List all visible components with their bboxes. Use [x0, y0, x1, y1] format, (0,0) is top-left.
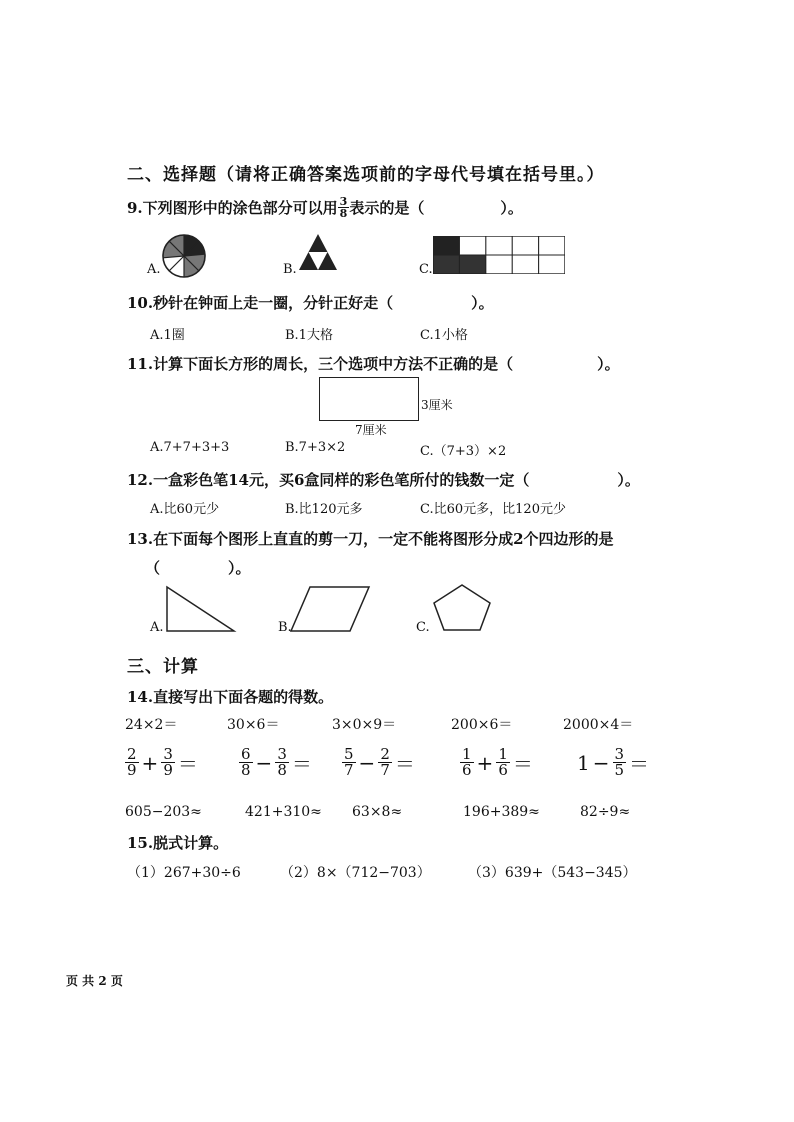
- fraction-denominator: 7: [344, 761, 354, 779]
- fraction-problem: [342, 747, 418, 778]
- question-9-end: ）。: [500, 199, 523, 217]
- q11-option-a: A.7+7+3+3: [150, 440, 230, 455]
- fraction-denominator: 8: [277, 761, 287, 779]
- q9-option-a-label: A.: [147, 262, 161, 277]
- fraction-3-8: [338, 196, 350, 219]
- q11-option-b: B.7+3×2: [285, 440, 346, 455]
- section-title-choice: 二、选择题（请将正确答案选项前的字母代号填在括号里。）: [127, 165, 605, 185]
- estimate-item: 82÷9≈: [580, 804, 631, 820]
- question-9-prefix: 9.下列图形中的涂色部分可以用: [127, 199, 338, 217]
- fraction-numerator: 2: [380, 745, 390, 763]
- fraction-numerator: 1: [462, 745, 472, 763]
- operator: −: [592, 750, 610, 775]
- estimate-item: 63×8≈: [352, 804, 403, 820]
- q9-option-b-triangle-figure: [297, 232, 339, 274]
- fraction-numerator: 3: [339, 195, 348, 208]
- estimate-item: 605−203≈: [125, 804, 202, 820]
- fraction-denominator: 6: [498, 761, 508, 779]
- question-12: [127, 469, 640, 490]
- question-9-suffix: 表示的是（: [349, 199, 425, 217]
- fraction-denominator: 5: [614, 761, 625, 779]
- calc-item: 30×6＝: [227, 717, 280, 733]
- operator: −: [255, 750, 273, 775]
- fraction-problem: [460, 747, 536, 778]
- q10-option-b: B.1大格: [285, 328, 333, 343]
- q9-option-c-grid-figure: [433, 236, 565, 274]
- q12-option-a: A.比60元少: [150, 502, 220, 517]
- calc-item: 200×6＝: [451, 717, 513, 733]
- question-11-end: ）。: [597, 355, 620, 373]
- q9-option-b-label: B.: [283, 262, 297, 277]
- equals-sign: ＝: [177, 752, 198, 776]
- q9-option-c-label: C.: [419, 262, 433, 277]
- fraction-denominator: 8: [339, 207, 348, 220]
- calc-item: 2000×4＝: [563, 717, 634, 733]
- operator: +: [476, 750, 494, 775]
- calc-item: 3×0×9＝: [332, 717, 397, 733]
- step-calc-item: （1）267+30÷6: [127, 865, 241, 881]
- question-13: 13.在下面每个图形上直直的剪一刀，一定不能将图形分成2个四边形的是: [127, 530, 614, 548]
- question-14: 14.直接写出下面各题的得数。: [127, 688, 334, 706]
- question-9: [127, 196, 523, 219]
- fraction-problem: [239, 747, 315, 778]
- q13-option-a-label: A.: [150, 620, 164, 635]
- question-11: [127, 353, 620, 374]
- question-10: [127, 292, 494, 313]
- operator: +: [141, 750, 159, 775]
- fraction-problem: [577, 747, 652, 778]
- fraction-numerator: 3: [163, 745, 173, 763]
- equals-sign: ＝: [291, 752, 312, 776]
- question-13-bracket: [145, 557, 251, 578]
- bracket-close: ）。: [228, 559, 251, 577]
- q12-option-c: C.比60元多，比120元少: [420, 502, 566, 517]
- bracket-open: （: [145, 559, 161, 577]
- fraction-numerator: 3: [277, 745, 287, 763]
- fraction-problem: [125, 747, 201, 778]
- q12-option-b: B.比120元多: [285, 502, 363, 517]
- fraction-numerator: 3: [614, 745, 625, 763]
- rectangle-figure: [319, 377, 419, 421]
- estimate-item: 421+310≈: [245, 804, 322, 820]
- fraction-numerator: 6: [241, 745, 251, 763]
- calc-item: 24×2＝: [125, 717, 178, 733]
- step-calc-item: （2）8×（712−703）: [280, 865, 431, 881]
- estimate-item: 196+389≈: [463, 804, 540, 820]
- fraction-denominator: 6: [462, 761, 472, 779]
- fraction-numerator: 2: [127, 745, 137, 763]
- right-triangle-figure: [164, 584, 238, 634]
- question-10-end: ）。: [471, 294, 494, 312]
- fraction-denominator: 8: [241, 761, 251, 779]
- q13-option-b-label: B.: [278, 620, 292, 635]
- pentagon-figure: [431, 583, 493, 633]
- step-calc-item: （3）639+（543−345）: [468, 865, 637, 881]
- whole-number: 1: [577, 750, 590, 775]
- question-15: 15.脱式计算。: [127, 834, 229, 852]
- q9-option-a-circle-figure: [160, 232, 208, 280]
- question-11-text: 11.计算下面长方形的周长，三个选项中方法不正确的是（: [127, 355, 514, 373]
- equals-sign: ＝: [394, 752, 415, 776]
- question-12-text: 12.一盒彩色笔14元，买6盒同样的彩色笔所付的钱数一定（: [127, 471, 530, 489]
- question-10-text: 10.秒针在钟面上走一圈，分针正好走（: [127, 294, 394, 312]
- fraction-denominator: 9: [163, 761, 173, 779]
- q11-option-c: C.（7+3）×2: [420, 444, 507, 459]
- fraction-denominator: 7: [380, 761, 390, 779]
- page-footer: 页 共 2 页: [66, 974, 123, 988]
- fraction-denominator: 9: [127, 761, 137, 779]
- q10-option-a: A.1圈: [150, 328, 185, 343]
- question-12-end: ）。: [617, 471, 640, 489]
- q13-option-c-label: C.: [416, 620, 430, 635]
- q10-option-c: C.1小格: [420, 328, 468, 343]
- section-title-calc: 三、计算: [127, 657, 199, 677]
- rectangle-height-label: 3厘米: [421, 398, 453, 412]
- equals-sign: ＝: [512, 752, 533, 776]
- operator: −: [358, 750, 376, 775]
- parallelogram-figure: [288, 584, 372, 634]
- fraction-numerator: 5: [344, 745, 354, 763]
- rectangle-width-label: 7厘米: [355, 423, 387, 437]
- equals-sign: ＝: [629, 752, 650, 776]
- fraction-numerator: 1: [498, 745, 508, 763]
